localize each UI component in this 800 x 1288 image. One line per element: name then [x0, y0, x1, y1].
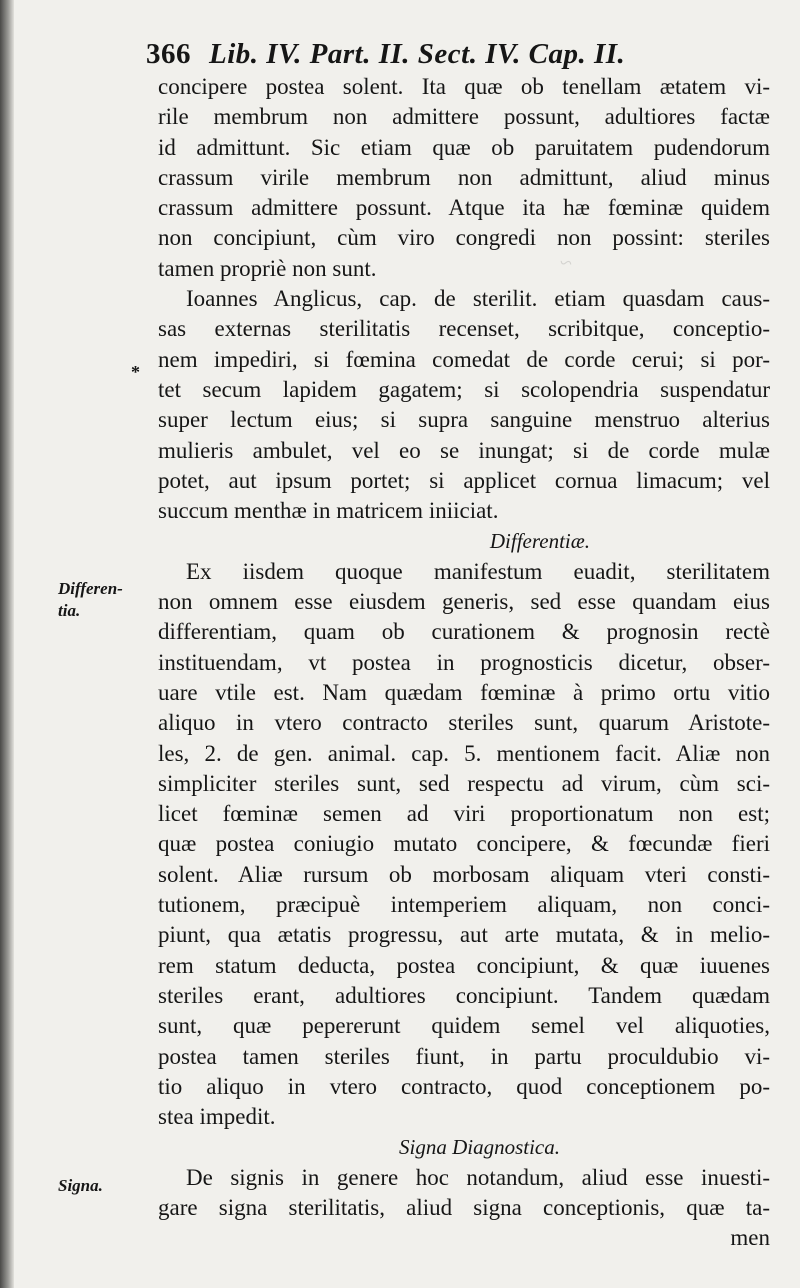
- text-line: tet secum lapidem gagatem; si scolopendria suspendatur: [158, 376, 770, 402]
- text-line: Ioannes Anglicus, cap. de sterilit. etiam quasdam caus-: [186, 286, 770, 312]
- text-line: steriles erant, adultiores concipiunt. Tandem quædam: [158, 982, 770, 1008]
- text-line: potet, aut ipsum portet; si applicet cornua limacum; vel: [158, 467, 770, 493]
- text-line: non omnem esse eiusdem generis, sed esse quandam eius: [158, 589, 770, 615]
- main-text: [158, 72, 770, 1254]
- text-line: gare signa sterilitatis, aliud signa conceptionis, quæ ta-: [158, 1194, 770, 1220]
- text-line: simpliciter steriles sunt, sed respectu ad virum, cùm sci-: [158, 770, 770, 796]
- text-line: tutionem, præcipuè intemperiem aliquam, non conci-: [158, 892, 770, 918]
- catchword: men: [730, 1225, 770, 1251]
- text-line: stea impedit.: [158, 1104, 276, 1130]
- text-line: licet fœminæ semen ad viri proportionatum non est;: [158, 801, 770, 827]
- text-line: tamen propriè non sunt.: [158, 255, 377, 281]
- running-header: [146, 38, 625, 71]
- text-line: concipere postea solent. Ita quæ ob tenellam ætatem vi-: [158, 74, 770, 99]
- text-line: crassum virile membrum non admittunt, aliud minus: [158, 164, 770, 190]
- text-line: quæ postea coniugio mutato concipere, & fœcundæ fieri: [158, 831, 770, 857]
- text-line: De signis in genere hoc notandum, aliud esse inuesti-: [186, 1164, 770, 1190]
- text-line: tio aliquo in vtero contracto, quod conceptionem po-: [158, 1073, 770, 1099]
- text-line: succum menthæ in matricem iniiciat.: [158, 498, 499, 524]
- margin-note-line: Differen-: [58, 579, 123, 598]
- text-line: id admittunt. Sic etiam quæ ob paruitatem pudendorum: [158, 134, 770, 160]
- text-line: non concipiunt, cùm viro congredi non possint: steriles: [158, 225, 770, 251]
- text-line: uare vtile est. Nam quædam fœminæ à primo ortu vitio: [158, 679, 770, 705]
- page-number: 366: [146, 38, 191, 70]
- text-line: solent. Aliæ rursum ob morbosam aliquam vteri consti-: [158, 861, 770, 887]
- bleed-through: ~: [560, 250, 572, 275]
- text-line: sas externas sterilitatis recenset, scribitque, conceptio-: [158, 316, 770, 342]
- text-line: differentiam, quam ob curationem & prognosin rectè: [158, 619, 770, 645]
- text-line: super lectum eius; si supra sanguine menstruo alterius: [158, 407, 770, 433]
- marginal-asterisk: *: [131, 362, 140, 382]
- text-line: piunt, qua ætatis progressu, aut arte mutata, & in melio-: [158, 922, 770, 948]
- text-line: mulieris ambulet, vel eo se inungat; si de corde mulæ: [158, 437, 770, 463]
- text-line: crassum admittere possunt. Atque ita hæ fœminæ quidem: [158, 195, 770, 221]
- text-line: Ex iisdem quoque manifestum euadit, sterilitatem: [186, 558, 770, 584]
- text-line: les, 2. de gen. animal. cap. 5. mentionem facit. Aliæ non: [158, 740, 770, 766]
- text-line: aliquo in vtero contracto steriles sunt, quarum Aristote-: [158, 710, 770, 736]
- running-title: Lib. IV. Part. II. Sect. IV. Cap. II.: [209, 38, 626, 70]
- margin-note-signa: Signa.: [58, 1176, 103, 1195]
- text-line: rem statum deducta, postea concipiunt, & quæ iuuenes: [158, 952, 770, 978]
- text-line: postea tamen steriles fiunt, in partu proculdubio vi-: [158, 1043, 770, 1069]
- text-line: nem impediri, si fœmina comedat de corde cerui; si por-: [158, 346, 770, 372]
- text-line: sunt, quæ pepererunt quidem semel vel aliquoties,: [158, 1013, 770, 1039]
- section-title-differentiae: Differentiæ.: [489, 529, 590, 554]
- text-line: rile membrum non admittere possunt, adultiores factæ: [158, 104, 770, 130]
- margin-note-differentiae: [58, 578, 123, 622]
- text-line: instituendam, vt postea in prognosticis dicetur, obser-: [158, 649, 770, 675]
- section-title-signa: Signa Diagnostica.: [399, 1135, 560, 1160]
- page-gutter-shadow: [0, 0, 14, 1288]
- margin-note-line: tia.: [58, 601, 81, 620]
